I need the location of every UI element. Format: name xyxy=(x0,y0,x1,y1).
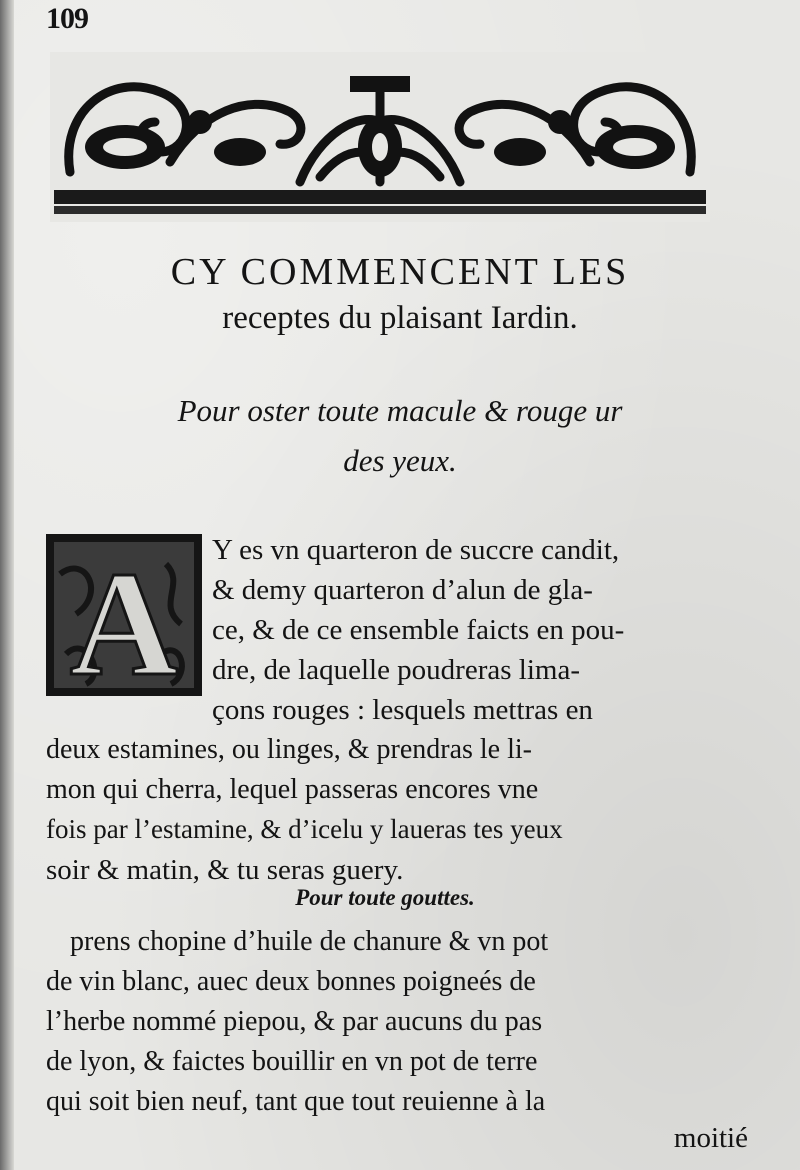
text-line: l’herbe nommé piepou, & par aucuns du pas xyxy=(46,1006,543,1037)
text-line: de vin blanc, auec deux bonnes poigneés de xyxy=(46,966,536,997)
page-number: 109 xyxy=(46,2,88,35)
catchword: moitié xyxy=(673,1122,748,1154)
page-subtitle: receptes du plaisant Iardin. xyxy=(222,300,578,336)
svg-text:A: A xyxy=(69,541,179,696)
text-line: & demy quarteron d’alun de gla- xyxy=(212,574,593,606)
text-line: dre, de laquelle poudreras lima- xyxy=(212,654,580,686)
text-line: ce, & de ce ensemble faicts en pou- xyxy=(212,614,625,646)
woodcut-headpiece-ornament xyxy=(50,52,710,222)
text-line: deux estamines, ou linges, & prendras le li- xyxy=(46,734,532,765)
recipe-heading-line-1: Pour oster toute macule & rouge ur xyxy=(177,393,623,428)
page-title: CY COMMENCENT LES xyxy=(170,251,630,293)
recipe-heading-2: Pour toute gouttes. xyxy=(295,885,475,910)
text-line: de lyon, & faictes bouillir en vn pot de terre xyxy=(46,1046,538,1077)
text-line: soir & matin, & tu seras guery. xyxy=(46,854,404,886)
text-line: Y es vn quarteron de succre candit, xyxy=(212,534,620,566)
decorated-initial-letter xyxy=(46,534,202,696)
text-line: fois par l’estamine, & d’icelu y laueras tes yeux xyxy=(46,814,563,844)
recipe-heading-line-2: des yeux. xyxy=(343,443,457,478)
text-line: prens chopine d’huile de chanure & vn pot xyxy=(70,926,549,957)
text-line: çons rouges : lesquels mettras en xyxy=(212,694,593,726)
text-line: mon qui cherra, lequel passeras encores vne xyxy=(46,774,539,805)
text-line: qui soit bien neuf, tant que tout reuienne à la xyxy=(46,1086,546,1117)
